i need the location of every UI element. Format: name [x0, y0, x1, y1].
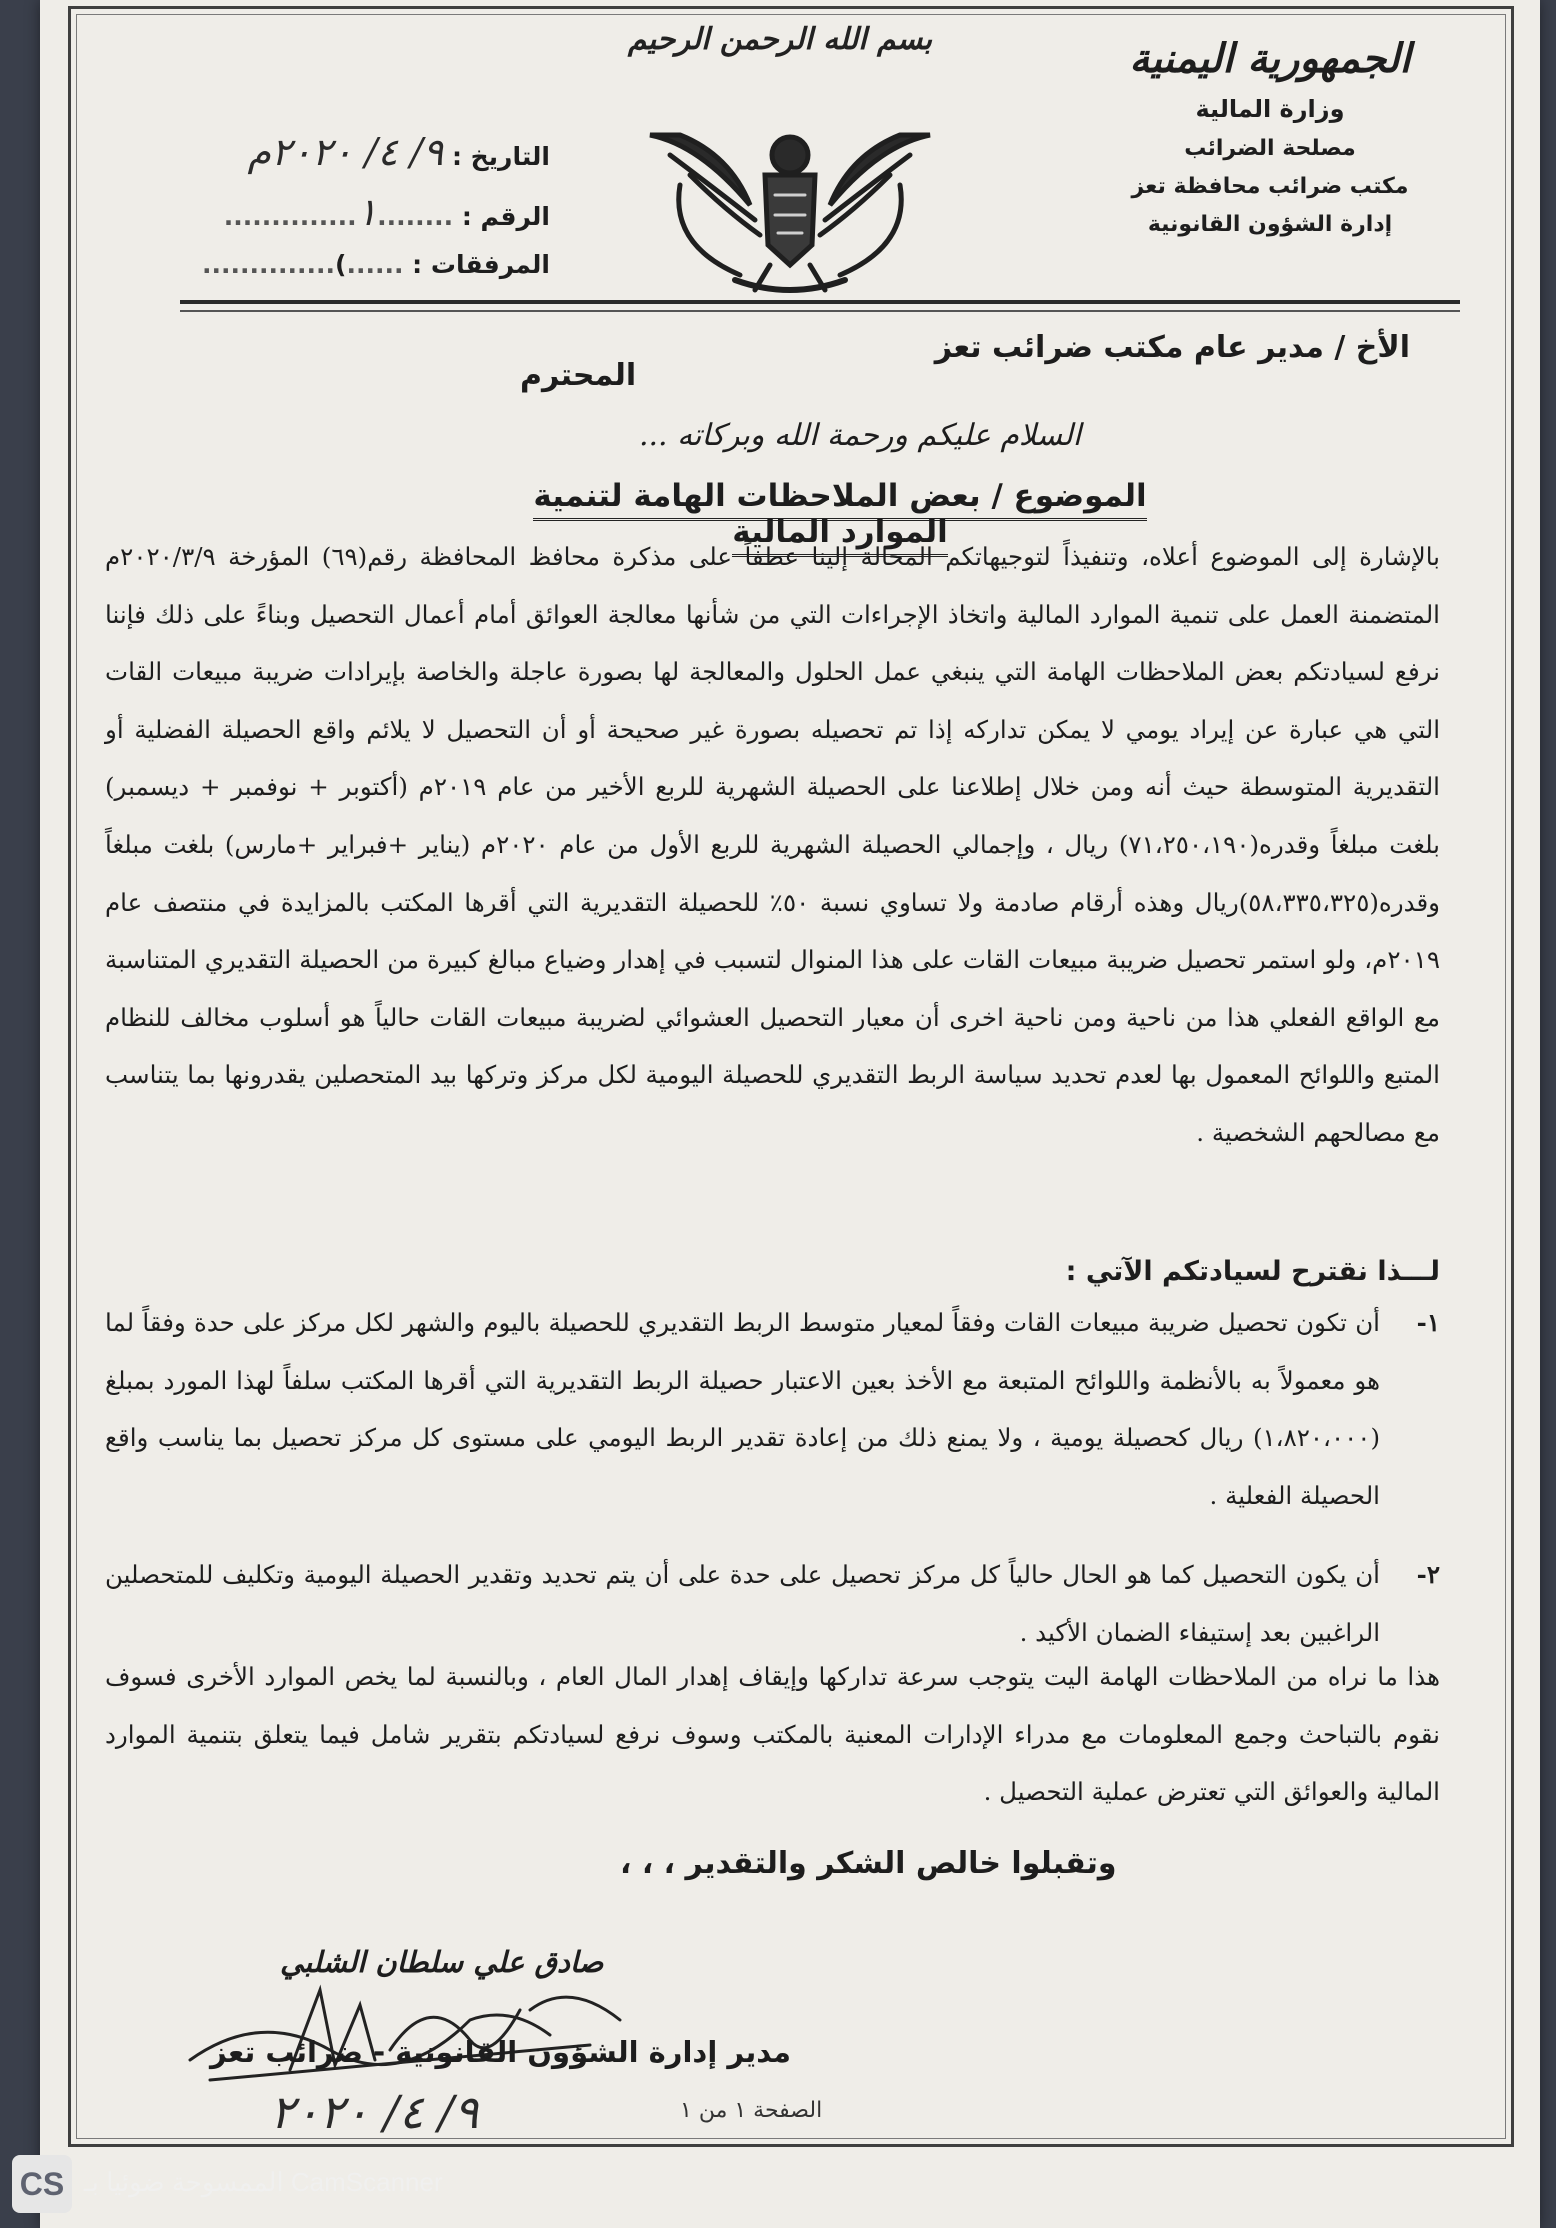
item-text: أن تكون تحصيل ضريبة مبيعات القات وفقاً لمعيار متوسط الربط التقديري للحصيلة باليوم والشهر لكل مركز على حدة وفقاً لما هو معمولاً به بالأنظمة واللوائح المتبعة مع الأخذ بعين الاعتبار حصيلة الربط التقديرية التي أقرها المكتب سلفاً لهذا المورد بمبلغ (١،٨٢٠،٠٠٠) ريال كحصيلة يومية ، ولا يمنع ذلك من إعادة تقدير الربط اليومي على مستوى كل مركز تحصيل بما يناسب واقع الحصيلة الفعلية . — [105, 1308, 1380, 1510]
item-number: ٢- — [1416, 1560, 1440, 1589]
signatory-title: مدير إدارة الشؤون القانونية - ضرائب تعز — [210, 2035, 791, 2069]
number-dots: ........ — [377, 202, 454, 231]
attachments-value: ) — [335, 250, 347, 279]
header-rule — [180, 300, 1460, 304]
ministry-name: وزارة المالية — [1195, 95, 1345, 123]
handwritten-date: ٩/ ٤/ ٢٠٢٠ — [270, 2085, 479, 2139]
body-paragraph: بالإشارة إلى الموضوع أعلاه، وتنفيذاً لتوجيهاتكم المحالة إلينا عطفاً على مذكرة محافظ المحافظة رقم(٦٩) المؤرخة ٢٠٢٠/٣/٩م المتضمنة العمل على تنمية الموارد المالية واتخاذ الإجراءات التي من شأنها معالجة العوائق أمام أعمال التحصيل وبناءً على ذلك فإننا نرفع لسيادتكم بعض الملاحظات الهامة التي ينبغي عمل الحلول والمعالجة لها بصورة عاجلة والخاصة بإيرادات ضريبة مبيعات القات التي هي عبارة عن إيراد يومي لا يمكن تداركه إذا تم تحصيله بصورة غير صحيحة أو أن التحصيل لا يلائم واقع الحصيلة الفضلية أو التقديرية المتوسطة حيث أنه ومن خلال إطلاعنا على الحصيلة الشهرية للربع الأخير من عام ٢٠١٩م (أكتوبر + نوفمبر + ديسمبر) بلغت مبلغاً وقدره(٧١،٢٥٠،١٩٠) ريال ، وإجمالي الحصيلة الشهرية للربع الأول من عام ٢٠٢٠م (يناير +فبراير +مارس) بلغت مبلغاً وقدره(٥٨،٣٣٥،٣٢٥)ريال وهذه أرقام صادمة ولا تساوي نسبة ٥٠٪ للحصيلة التقديرية التي أقرها المكتب بالمزايدة في منتصف عام ٢٠١٩م، ولو استمر تحصيل ضريبة مبيعات القات على هذا المنوال لتسبب في إهدار وضياع مبالغ كبيرة من الحصيلة التقديري المتناسبة مع الواقع الفعلي هذا من ناحية ومن ناحية اخرى أن معيار التحصيل العشوائي لضريبة مبيعات القات حالياً هو أسلوب مخالف للنظام المتبع واللوائح المعمول بها لعدم تحديد سياسة الربط التقديري للحصيلة اليومية لكل مركز وتركها بيد المتحصلين يقدرونها بما يتناسب مع مصالحهم الشخصية . — [105, 542, 1441, 1147]
republic-name: الجمهورية اليمنية — [1129, 36, 1411, 82]
issuing-authority-block — [1110, 30, 1430, 244]
attachments-dots-tail: .............. — [202, 250, 336, 279]
proposal-item — [105, 1294, 1440, 1524]
attachments-dots: ...... — [346, 250, 404, 279]
greeting: السلام عليكم ورحمة الله وبركاته ... — [638, 418, 1082, 453]
number-value: ١ — [356, 190, 378, 234]
department-name: إدارة الشؤون القانونية — [1147, 212, 1393, 237]
addressee: الأخ / مدير عام مكتب ضرائب تعز — [934, 330, 1410, 365]
thanks-line — [620, 1846, 1117, 1881]
header-rule-thin — [180, 310, 1460, 312]
page-number: الصفحة ١ من ١ — [680, 2098, 823, 2123]
number-row — [170, 190, 550, 250]
letter-page — [40, 0, 1540, 2228]
item-number: ١- — [1416, 1308, 1440, 1337]
thanks-text: وتقبلوا خالص الشكر والتقدير — [685, 1846, 1117, 1881]
camscanner-text: الممسوحة ضوئيا بـ CamScanner — [84, 2167, 443, 2197]
number-label: الرقم : — [461, 202, 550, 231]
closing-paragraph: هذا ما نراه من الملاحظات الهامة اليت يتوجب سرعة تداركها وإيقاف إهدار المال العام ، وبالنسبة لما يخص الموارد الأخرى فسوف نقوم بالتباحث وجمع المعلومات مع مدراء الإدارات المعنية بالمكتب وسوف نرفع لسيادتكم بتقرير شامل فيما يتعلق بتنمية الموارد المالية والعوائق التي تعترض عملية التحصيل . — [105, 1662, 1440, 1807]
proposal-item — [105, 1546, 1440, 1661]
date-row — [170, 130, 550, 190]
date-value: ٩/ ٤/ ٢٠٢٠م — [247, 130, 444, 174]
date-label: التاريخ : — [451, 142, 550, 171]
subject-text: الموضوع / بعض الملاحظات الهامة لتنمية الموارد المالية — [533, 478, 1146, 557]
eagle-emblem-icon — [640, 115, 940, 295]
item-text: أن يكون التحصيل كما هو الحال حالياً كل مركز تحصيل على حدة على أن يتم تحديد وتقدير الحصيلة اليومية وتكليف للمتحصلين الراغبين بعد إستيفاء الضمان الأكيد . — [105, 1560, 1380, 1647]
attachments-label: المرفقات : — [412, 250, 550, 279]
thanks-commas: ، ، ، — [620, 1846, 676, 1881]
letter-meta — [170, 130, 550, 310]
proposal-heading: لـــذا نقترح لسيادتكم الآتي : — [1065, 1256, 1440, 1287]
honorific: المحترم — [520, 358, 637, 393]
basmala: بسم الله الرحمن الرحيم — [627, 22, 933, 57]
signatory-name: صادق علي سلطان الشلبي — [280, 1945, 604, 1979]
authority-name: مصلحة الضرائب — [1184, 136, 1356, 161]
office-name: مكتب ضرائب محافظة تعز — [1131, 174, 1409, 199]
camscanner-logo-icon: CS — [12, 2155, 72, 2213]
number-dots-tail: .............. — [223, 202, 357, 231]
letter-body — [105, 528, 1440, 1162]
